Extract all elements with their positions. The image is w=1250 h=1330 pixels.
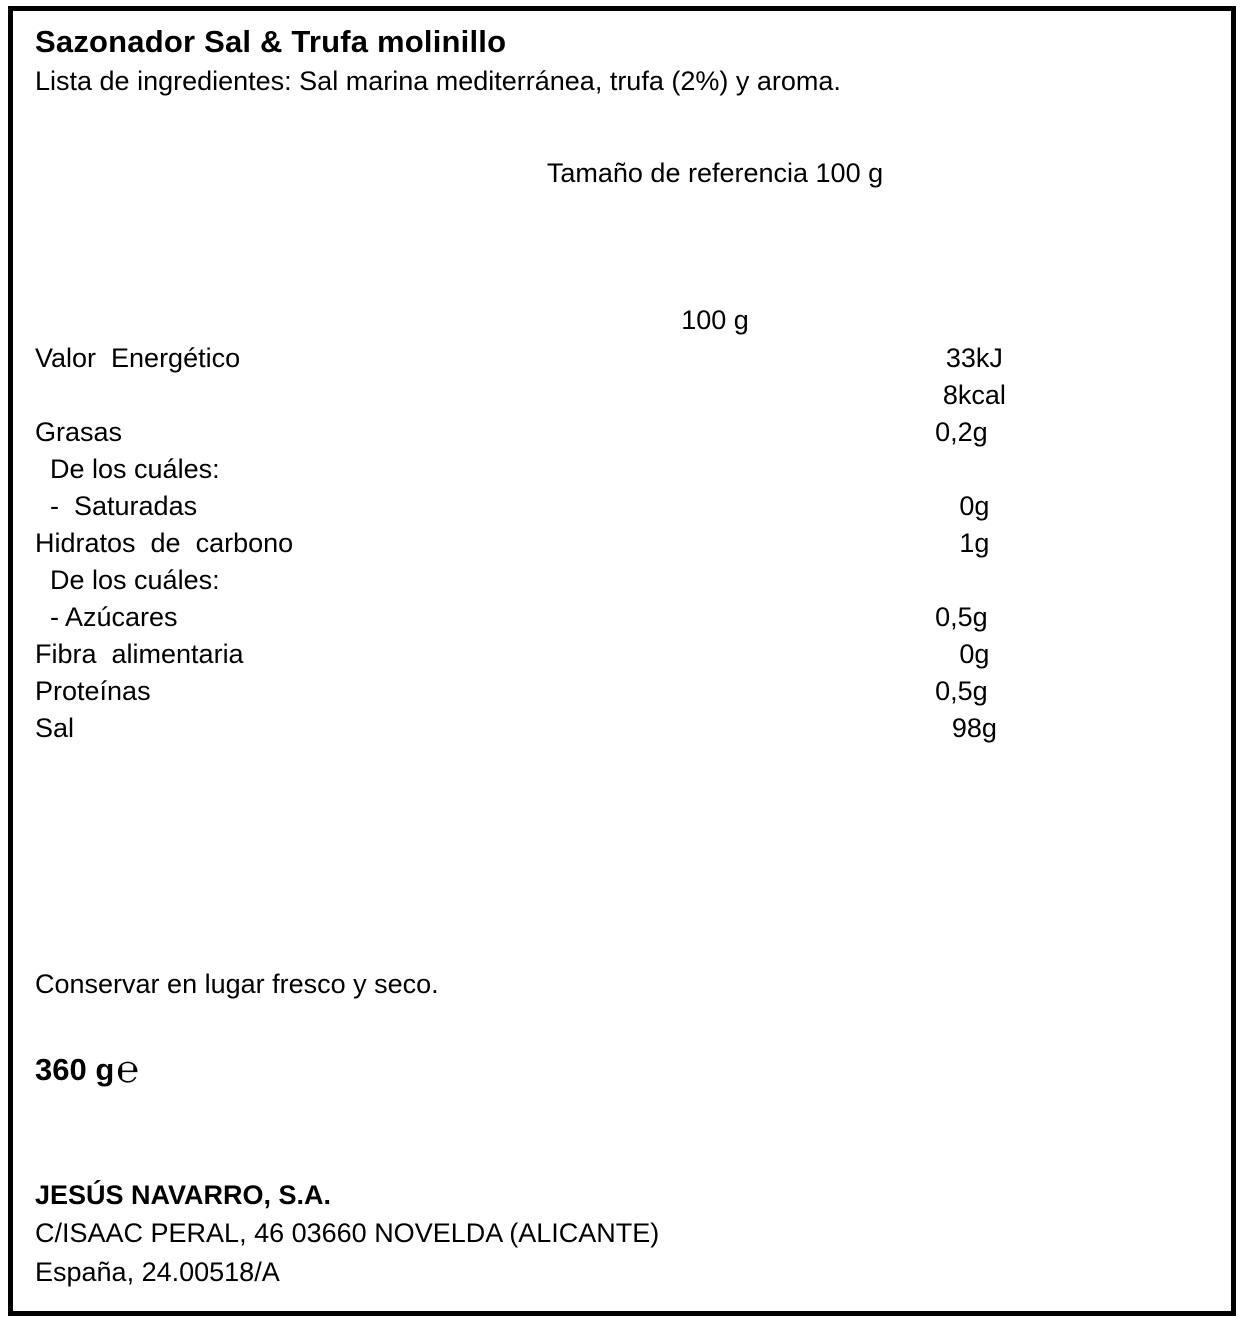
nutrient-value: 0g bbox=[959, 638, 990, 669]
company-country-code: España, 24.00518/A bbox=[35, 1256, 280, 1287]
nutrition-label-frame bbox=[8, 6, 1236, 1316]
nutrient-name: Grasas bbox=[35, 416, 123, 447]
table-row bbox=[35, 414, 1209, 451]
net-weight bbox=[35, 1051, 139, 1089]
estimated-sign-icon: ℮ bbox=[116, 1049, 140, 1091]
nutrient-name bbox=[35, 377, 740, 414]
company-name: JESÚS NAVARRO, S.A. bbox=[35, 1180, 332, 1210]
nutrient-value: 33kJ bbox=[945, 342, 1003, 373]
nutrient-name: Hidratos de carbono bbox=[35, 527, 294, 558]
nutrient-name: De los cuáles: bbox=[35, 453, 220, 484]
table-row bbox=[35, 673, 1209, 710]
table-row bbox=[35, 599, 1209, 636]
nutrient-name: Sal bbox=[35, 712, 75, 743]
nutrition-table bbox=[35, 340, 1209, 747]
nutrient-value: 8kcal bbox=[942, 379, 1006, 410]
company-address: C/ISAAC PERAL, 46 03660 NOVELDA (ALICANTE) bbox=[35, 1218, 660, 1249]
nutrient-name: Valor Energético bbox=[35, 342, 241, 373]
table-row bbox=[35, 488, 1209, 525]
label-content bbox=[13, 11, 1231, 1311]
table-row bbox=[35, 710, 1209, 747]
nutrient-name: Proteínas bbox=[35, 675, 151, 706]
nutrient-name: De los cuáles: bbox=[35, 564, 220, 595]
nutrient-value bbox=[740, 562, 1209, 599]
ingredients-list: Lista de ingredientes: Sal marina mediterránea, trufa (2%) y aroma. bbox=[35, 65, 841, 96]
nutrient-value: 1g bbox=[959, 527, 990, 558]
nutrient-value: 98g bbox=[951, 712, 997, 743]
table-row bbox=[35, 451, 1209, 488]
table-row bbox=[35, 562, 1209, 599]
nutrient-value bbox=[740, 451, 1209, 488]
nutrient-value: 0g bbox=[959, 490, 990, 521]
nutrient-value: 0,2g bbox=[935, 416, 988, 447]
company-info bbox=[35, 1176, 659, 1291]
net-weight-value: 360 g bbox=[35, 1052, 115, 1087]
reference-size: Tamaño de referencia 100 g bbox=[546, 157, 884, 188]
nutrient-name: - Azúcares bbox=[35, 601, 178, 632]
nutrient-name: Fibra alimentaria bbox=[35, 638, 244, 669]
table-row bbox=[35, 636, 1209, 673]
product-title: Sazonador Sal & Trufa molinillo bbox=[35, 24, 507, 59]
table-row bbox=[35, 525, 1209, 562]
table-row bbox=[35, 377, 1209, 414]
nutrient-value: 0,5g bbox=[935, 675, 988, 706]
nutrition-block bbox=[35, 155, 1209, 775]
storage-instructions: Conservar en lugar fresco y seco. bbox=[35, 969, 439, 999]
nutrition-column-header: 100 g bbox=[681, 304, 749, 335]
table-row bbox=[35, 340, 1209, 377]
nutrient-value: 0,5g bbox=[935, 601, 988, 632]
nutrient-name: - Saturadas bbox=[35, 490, 198, 521]
